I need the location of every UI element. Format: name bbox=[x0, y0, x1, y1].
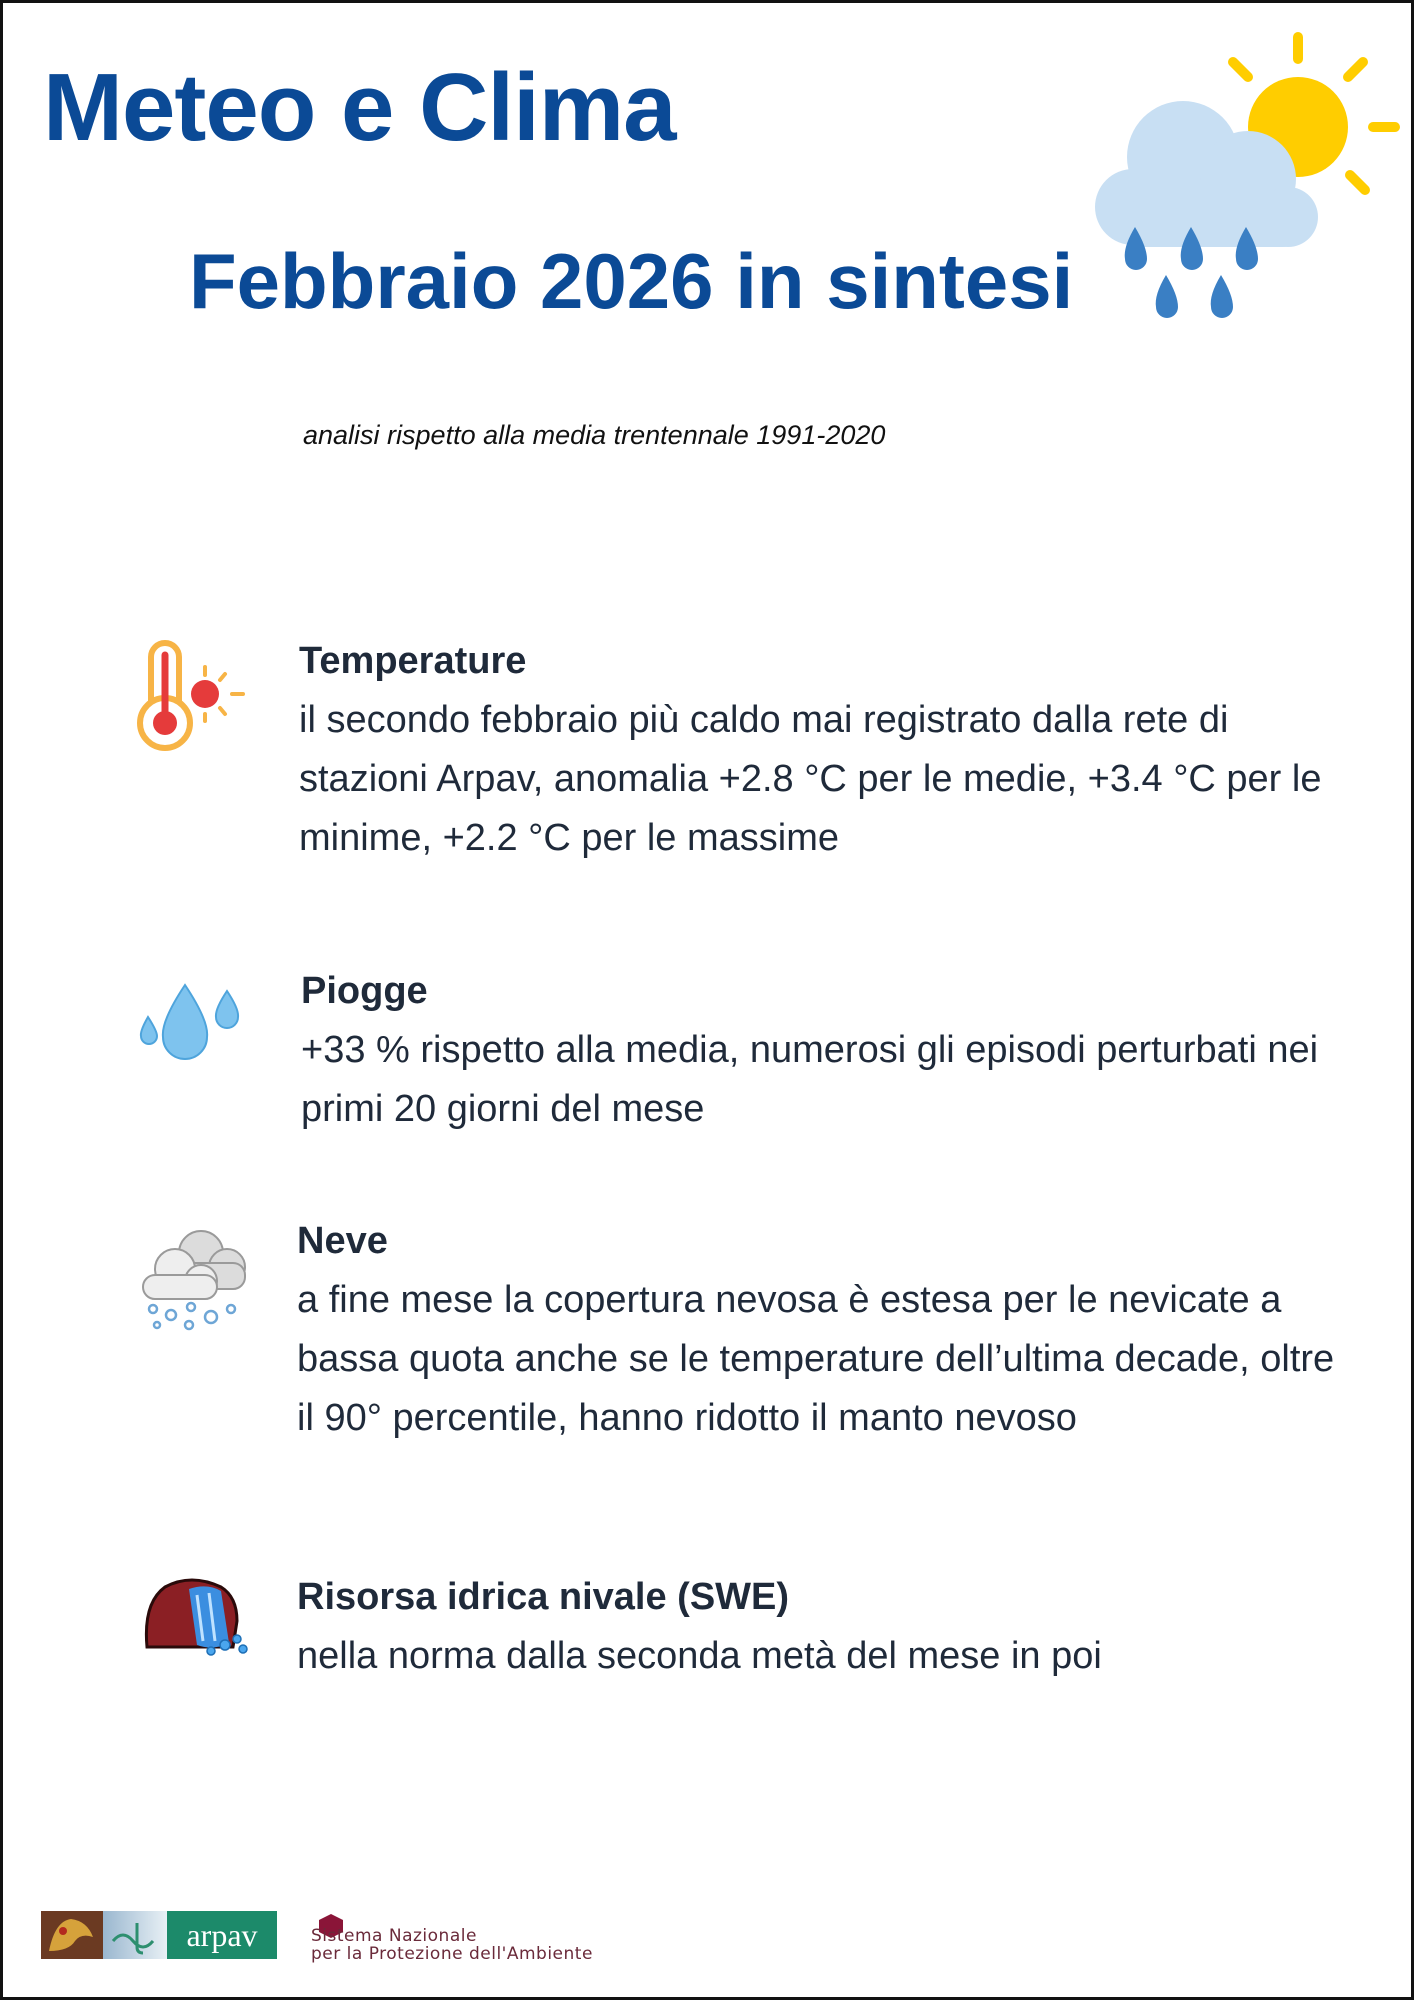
snpa-logo bbox=[311, 1913, 671, 1963]
page-title: Meteo e Clima bbox=[43, 54, 676, 161]
water-resource-icon bbox=[141, 1575, 253, 1657]
thermometer-sun-icon bbox=[135, 639, 250, 754]
section-text: a fine mese la copertura nevosa è estesa per le nevicate a bassa quota anche se le temperature dell’ultima decade, oltre il 90° percentile, hanno ridotto il manto nevoso bbox=[297, 1279, 1335, 1439]
footer bbox=[41, 1911, 741, 1967]
page-subtitle: Febbraio 2026 in sintesi bbox=[189, 237, 1074, 325]
section-text: +33 % rispetto alla media, numerosi gli episodi perturbati nei primi 20 giorni del mese bbox=[301, 1029, 1319, 1130]
reference-period-note: analisi rispetto alla media trentennale 1991-2020 bbox=[303, 420, 886, 450]
snow-cloud-icon bbox=[135, 1223, 253, 1333]
snpa-text bbox=[311, 1927, 593, 1963]
section-text: nella norma dalla seconda metà del mese in poi bbox=[297, 1635, 1102, 1677]
section-heading: Temperature bbox=[299, 640, 527, 682]
snpa-line-1: Sistema Nazionale bbox=[311, 1926, 477, 1946]
wave-emblem-icon bbox=[103, 1911, 167, 1959]
section-heading: Piogge bbox=[301, 970, 428, 1012]
snpa-line-2: per la Protezione dell'Ambiente bbox=[311, 1944, 593, 1964]
section-heading: Neve bbox=[297, 1220, 388, 1262]
lion-emblem-icon bbox=[41, 1911, 103, 1959]
arpav-logo bbox=[41, 1911, 277, 1959]
sun-cloud-rain-icon bbox=[1073, 27, 1403, 327]
raindrops-icon bbox=[135, 981, 245, 1071]
section-heading: Risorsa idrica nivale (SWE) bbox=[297, 1576, 790, 1618]
section-text: il secondo febbraio più caldo mai registrato dalla rete di stazioni Arpav, anomalia +2.8 °C per le medie, +3.4 °C per le minime, +2.2 °C per le massime bbox=[299, 699, 1322, 859]
arpav-logo-text: arpav bbox=[167, 1911, 277, 1959]
